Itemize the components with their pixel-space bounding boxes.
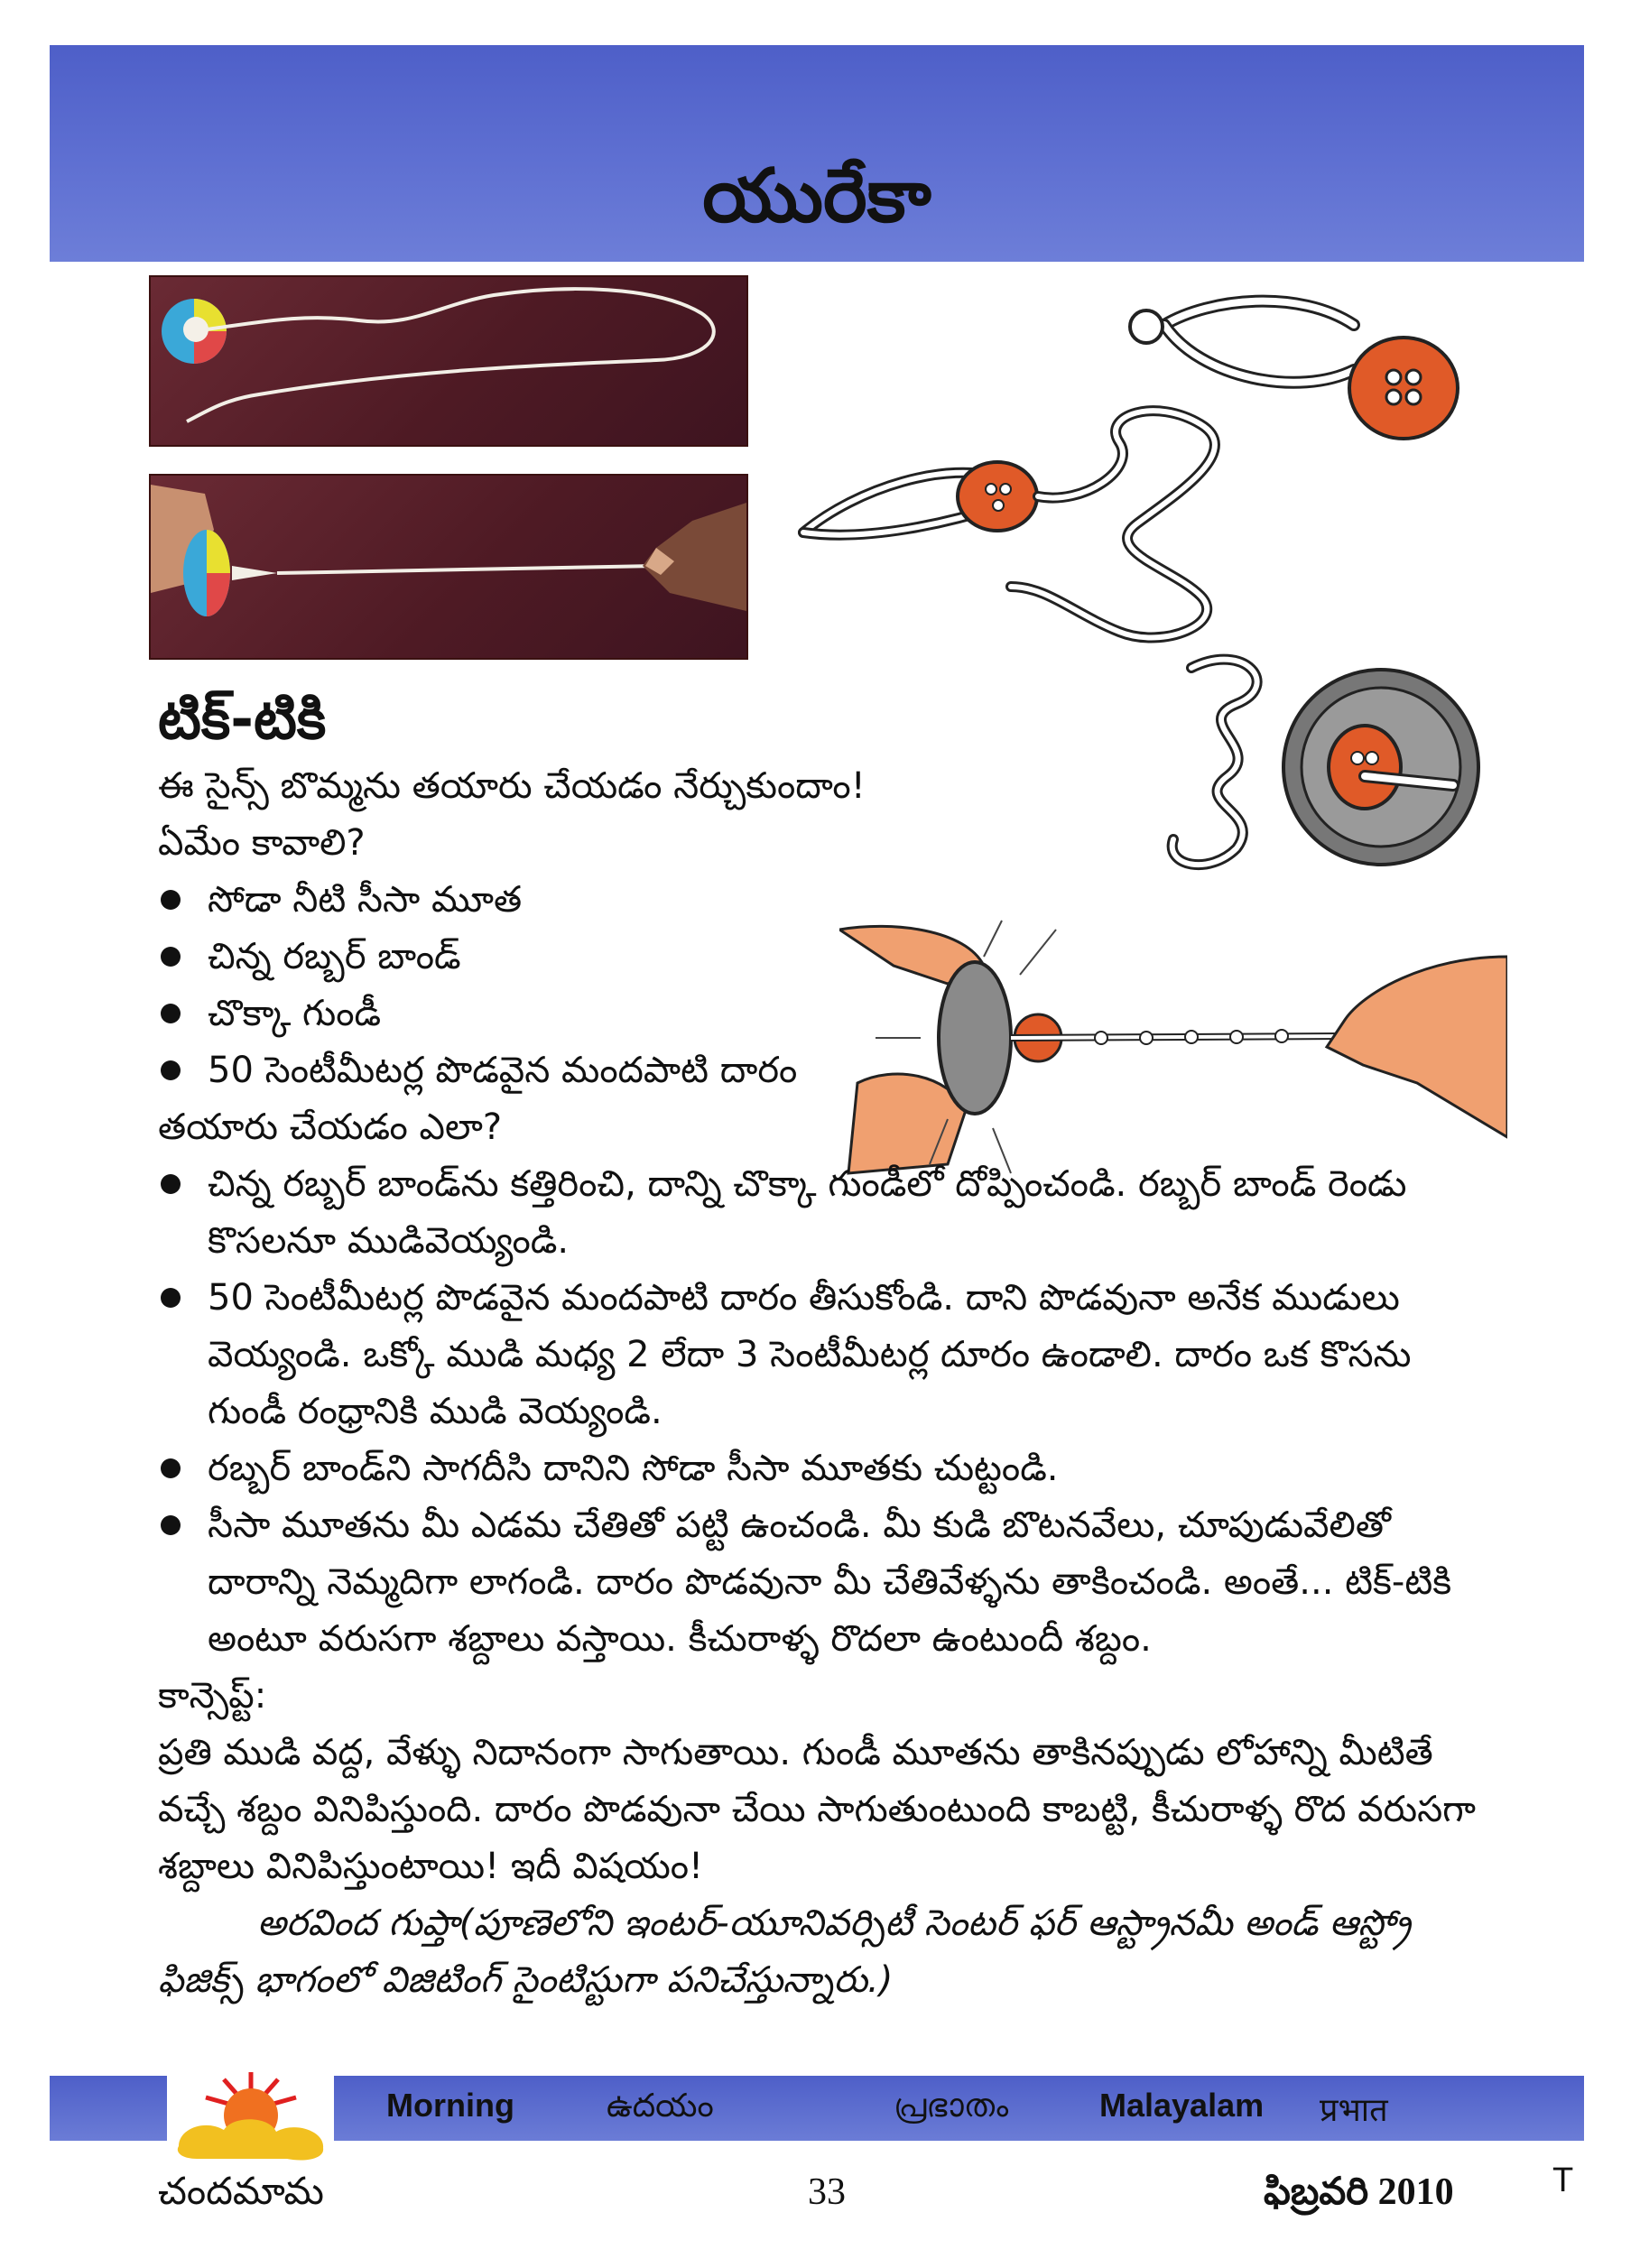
method-step: సీసా మూతను మీ ఎడమ చేతితో పట్టి ఉంచండి. మీ కుడి బొటనవేలు, చూపుడువేలితో దారాన్ని నెమ్మదిగా లాగండి. దారం పొడవునా మీ చేతివేళ్ళను తాకించండి. అంతే... టిక్-టికి అంటూ వరుసగా శబ్దాలు వస్తాయి. కీచురాళ్ళ రొదలా ఉంటుందీ శబ్దం. bbox=[158, 1497, 1530, 1668]
footer-malayalam-word: പ്രഭാതം bbox=[894, 2087, 1009, 2124]
photo-toy-with-thread bbox=[149, 275, 748, 447]
magazine-name: చందమామ bbox=[158, 2171, 324, 2213]
concept-line: వచ్చే శబ్దం వినిపిస్తుంది. దారం పొడవునా చేయి సాగుతుంటుంది కాబట్టి, కీచురాళ్ళ రొద వరుసగా bbox=[158, 1789, 1477, 1830]
method-step: 50 సెంటీమీటర్ల పొడవైన మందపాటి దారం తీసుకోండి. దాని పొడవునా అనేక ముడులు వెయ్యండి. ఒక్కో ముడి మధ్య 2 లేదా 3 సెంటీమీటర్ల దూరం ఉండాలి. దారం ఒక కొసను గుండీ రంధ్రానికి ముడి వెయ్యండి. bbox=[158, 1270, 1530, 1440]
bullet-dot bbox=[161, 947, 181, 967]
concept-line: ప్రతి ముడి వద్ద, వేళ్ళు నిదానంగా సాగుతాయి. గుండీ మూతను తాకినప్పుడు లోహాన్ని మీటితే bbox=[158, 1732, 1433, 1773]
photo-hands-pulling-thread bbox=[149, 474, 748, 660]
materials-heading: ఏమేం కావాలి? bbox=[158, 822, 366, 864]
method-step: చిన్న రబ్బర్ బాండ్‌ను కత్తిరించి, దాన్ని చొక్కా గుండీలో దోప్పించండి. రబ్బర్ బాండ్ రెండు కొసలనూ ముడివెయ్యండి. bbox=[158, 1156, 1530, 1270]
bullet-dot bbox=[161, 1174, 181, 1194]
sun-cloud-icon bbox=[170, 2065, 332, 2164]
header-band bbox=[50, 45, 1584, 262]
material-item: సోడా నీటి సీసా మూత bbox=[158, 872, 1530, 929]
author-credit: అరవింద గుప్తా(పూణెలోని ఇంటర్-యూనివర్సిటీ సెంటర్ ఫర్ ఆస్ట్రానమీ అండ్ ఆస్ట్రో bbox=[257, 1902, 1412, 1944]
method-heading: తయారు చేయడం ఎలా? bbox=[158, 1106, 503, 1148]
concept-heading: కాన్సెప్ట్: bbox=[158, 1675, 267, 1717]
material-item: 50 సెంటీమీటర్ల పొడవైన మందపాటి దారం bbox=[158, 1042, 1530, 1099]
material-item: చొక్కా గుండీ bbox=[158, 986, 1530, 1042]
article-body bbox=[158, 758, 1530, 2009]
page-number: 33 bbox=[808, 2171, 846, 2213]
intro-line: ఈ సైన్స్ బొమ్మను తయారు చేయడం నేర్చుకుందాం! bbox=[158, 765, 866, 807]
author-credit-cont: ఫిజిక్స్ భాగంలో విజిటింగ్ సైంటిస్టుగా పనిచేస్తున్నారు.) bbox=[158, 1959, 894, 2001]
bullet-dot bbox=[161, 1458, 181, 1478]
bullet-dot bbox=[161, 890, 181, 910]
material-item: చిన్న రబ్బర్ బాండ్ bbox=[158, 929, 1530, 986]
footer-morning: Morning bbox=[386, 2087, 514, 2124]
bullet-dot bbox=[161, 1004, 181, 1023]
bullet-dot bbox=[161, 1288, 181, 1308]
issue-date: ఫిబ్రవరి 2010 bbox=[1264, 2171, 1454, 2213]
concept-line: శబ్దాలు వినిపిస్తుంటాయి! ఇదీ విషయం! bbox=[158, 1846, 704, 1887]
corner-mark: T bbox=[1552, 2162, 1574, 2199]
page-title: యురేకా bbox=[702, 153, 931, 239]
footer-hindi-word: प्रभात bbox=[1320, 2091, 1388, 2128]
bullet-dot bbox=[161, 1515, 181, 1535]
bullet-dot bbox=[161, 1060, 181, 1080]
footer-malayalam: Malayalam bbox=[1099, 2087, 1265, 2124]
method-step: రబ్బర్ బాండ్‌ని సాగదీసి దానిని సోడా సీసా మూతకు చుట్టండి. bbox=[158, 1440, 1530, 1497]
section-title: టిక్-టికి bbox=[158, 686, 327, 752]
footer-telugu-word: ఉదయం bbox=[607, 2087, 714, 2124]
illustration-button-threading bbox=[776, 289, 1534, 668]
